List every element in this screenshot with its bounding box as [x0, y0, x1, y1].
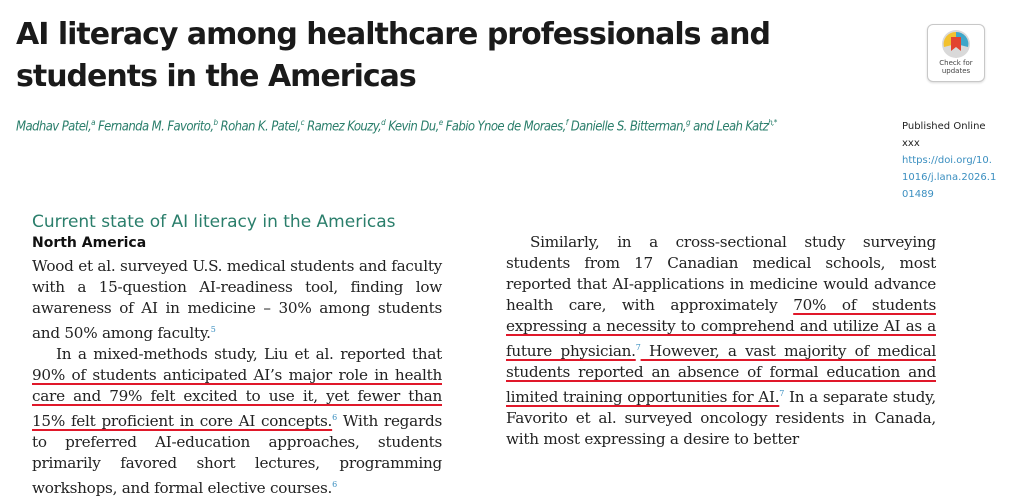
- author-name[interactable]: Kevin Du,: [388, 119, 439, 135]
- author-name[interactable]: Madhav Patel,: [16, 119, 92, 135]
- author-affiliation: b: [213, 118, 218, 127]
- published-online-label: Published Online xxx: [902, 121, 986, 149]
- citation-ref[interactable]: 7: [635, 343, 641, 352]
- paragraph: [32, 256, 442, 344]
- author-name[interactable]: and Leah Katz: [693, 119, 769, 135]
- author-affiliation: e: [438, 118, 443, 127]
- badge-line-2: updates: [941, 67, 971, 75]
- author-affiliation: h,*: [768, 118, 777, 127]
- highlighted-text: However, a vast majority of medical students reported an absence of formal education and limited training opportunities for AI.: [506, 342, 936, 407]
- author-name[interactable]: Fabio Ynoe de Moraes,: [445, 119, 566, 135]
- paragraph-text: In a separate study, Favorito et al. surveyed oncology residents in Canada, with most expressing a desire to better: [506, 388, 936, 449]
- author-affiliation: d: [381, 118, 386, 127]
- author-affiliation: a: [91, 118, 95, 127]
- paragraph-text: Wood et al. surveyed U.S. medical students and faculty with a 15-question AI-readiness tool, finding low awareness of AI in medicine – 30% among students and 50% among faculty.: [32, 257, 442, 343]
- paragraph-text: In a mixed-methods study, Liu et al. reported that: [56, 345, 442, 364]
- author-list: [16, 118, 896, 134]
- citation-ref[interactable]: 5: [210, 325, 216, 334]
- paragraph: [32, 344, 442, 499]
- paragraph-text: Similarly, in a cross-sectional study surveying students from 17 Canadian medical schools, most reported that AI-applications in medicine would advance health care, with approximately: [506, 233, 936, 314]
- citation-ref[interactable]: 7: [779, 389, 785, 399]
- highlighted-text: 70% of students expressing a necessity to comprehend and utilize AI as a future physician.: [506, 296, 936, 361]
- body-column-left: [32, 256, 442, 499]
- author-name[interactable]: Fernanda M. Favorito,: [98, 119, 214, 135]
- publication-info: [902, 118, 1006, 203]
- citation-ref[interactable]: 6: [332, 480, 337, 490]
- author-name[interactable]: Ramez Kouzy,: [307, 119, 382, 135]
- body-column-right: [506, 232, 936, 450]
- check-for-updates-badge[interactable]: [927, 24, 985, 82]
- author-affiliation: f: [565, 118, 568, 127]
- highlighted-text: 90% of students anticipated AI’s major role in health care and 79% felt excited to use it, yet fewer than 15% felt proficient in core AI concepts.: [32, 366, 442, 431]
- crossmark-icon: [940, 29, 972, 59]
- author-affiliation: c: [300, 118, 304, 127]
- section-heading: Current state of AI literacy in the Americas: [32, 212, 396, 232]
- citation-ref[interactable]: 6: [332, 413, 337, 423]
- paragraph: [506, 232, 936, 450]
- article-title: AI literacy among healthcare professionals and students in the Americas: [16, 17, 770, 94]
- subsection-heading: North America: [32, 235, 147, 251]
- author-name[interactable]: Danielle S. Bitterman,: [570, 119, 686, 135]
- badge-line-1: Check for: [939, 59, 973, 67]
- doi-link[interactable]: https://doi.org/10.1016/j.lana.2026.101489: [902, 155, 997, 200]
- author-affiliation: g: [686, 118, 690, 127]
- paragraph-text: With regards to preferred AI-education approaches, students primarily favored short lectures, programming workshops, and formal elective courses.: [32, 412, 442, 498]
- author-name[interactable]: Rohan K. Patel,: [220, 119, 301, 135]
